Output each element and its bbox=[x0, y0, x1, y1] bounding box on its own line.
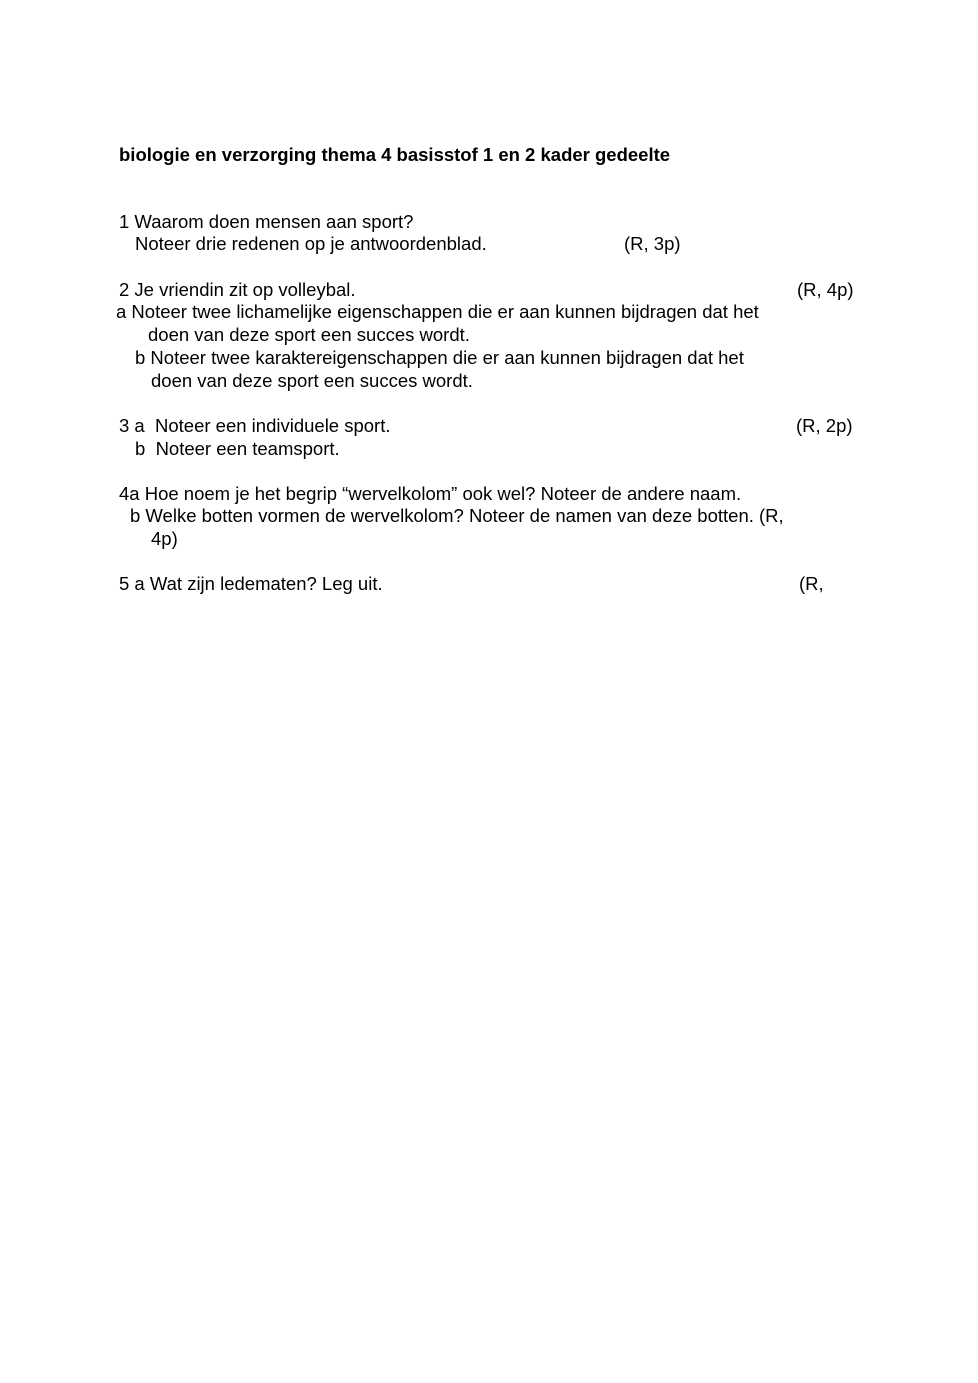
question-3b-text: b Noteer een teamsport. bbox=[135, 438, 340, 459]
question-2a-text: a Noteer twee lichamelijke eigenschappen die er aan kunnen bijdragen dat het bbox=[116, 301, 759, 322]
question-4b-text: b Welke botten vormen de wervelkolom? Noteer de namen van deze botten. (R, bbox=[130, 505, 784, 526]
question-2-points: (R, 4p) bbox=[797, 279, 854, 300]
question-2b-text: b Noteer twee karaktereigenschappen die er aan kunnen bijdragen dat het bbox=[135, 347, 744, 368]
question-1-instruction: Noteer drie redenen op je antwoordenblad. bbox=[135, 233, 487, 254]
question-5-points: (R, bbox=[799, 573, 824, 594]
question-4b-continuation: 4p) bbox=[151, 528, 178, 549]
question-4a-text: 4a Hoe noem je het begrip “wervelkolom” ook wel? Noteer de andere naam. bbox=[119, 483, 742, 504]
question-3-points: (R, 2p) bbox=[796, 415, 853, 436]
question-2-text: 2 Je vriendin zit op volleybal. bbox=[119, 279, 356, 300]
question-2a-continuation: doen van deze sport een succes wordt. bbox=[148, 324, 470, 345]
question-3a-text: 3 a Noteer een individuele sport. bbox=[119, 415, 391, 436]
question-5a-text: 5 a Wat zijn ledematen? Leg uit. bbox=[119, 573, 383, 594]
document-title: biologie en verzorging thema 4 basisstof 1 en 2 kader gedeelte bbox=[119, 144, 671, 165]
question-1-points: (R, 3p) bbox=[624, 233, 681, 254]
question-1-text: 1 Waarom doen mensen aan sport? bbox=[119, 211, 414, 232]
question-2b-continuation: doen van deze sport een succes wordt. bbox=[151, 370, 473, 391]
